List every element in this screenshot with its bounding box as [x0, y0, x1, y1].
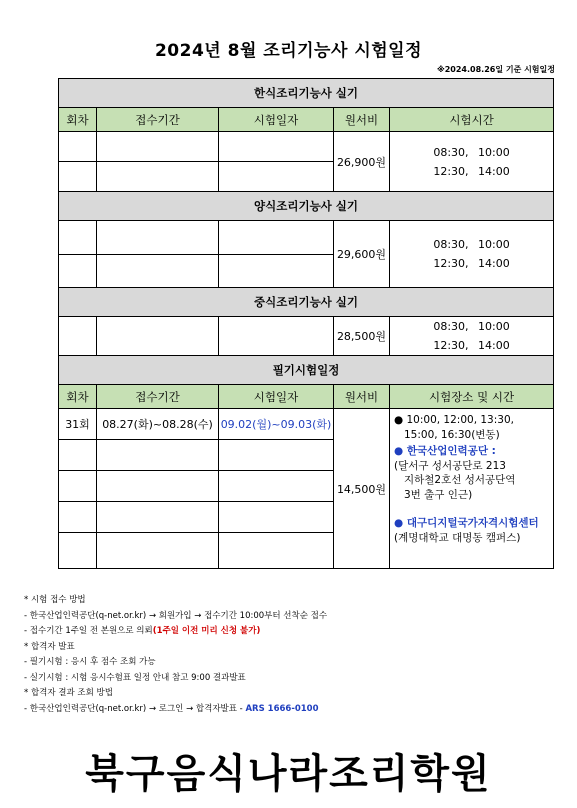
col-header-application: 접수기간	[97, 385, 219, 409]
cell-empty	[97, 162, 219, 192]
col-header-exam-date: 시험일자	[219, 385, 334, 409]
center-1-address-1: (달서구 성서공단로 213	[394, 459, 506, 472]
header-row	[59, 108, 554, 132]
cell-round: 31회	[59, 409, 97, 440]
col-header-round: 회차	[59, 385, 97, 409]
cell-empty	[59, 502, 97, 533]
cell-empty	[59, 471, 97, 502]
col-header-application: 접수기간	[97, 108, 219, 132]
cell-empty	[97, 317, 219, 356]
ars-number: ARS 1666-0100	[245, 703, 319, 714]
cell-empty	[59, 162, 97, 192]
col-header-fee: 원서비	[334, 385, 390, 409]
note-line: - 실기시험 : 시험 응시수험표 일정 안내 참고 9:00 결과발표	[24, 672, 246, 683]
cell-empty	[219, 317, 334, 356]
center-1-address-3: 3번 출구 인근)	[404, 488, 473, 501]
cell-empty	[59, 440, 97, 471]
cell-exam-date: 09.02(월)~09.03(화)	[219, 409, 334, 440]
section-row	[59, 356, 554, 385]
section-korean-practical: 한식조리기능사 실기	[59, 79, 554, 108]
cell-empty	[219, 471, 334, 502]
cell-exam-time	[390, 221, 554, 288]
time-line-2: 12:30, 14:00	[433, 164, 510, 178]
time-line-2: 12:30, 14:00	[433, 339, 510, 352]
cell-empty	[97, 471, 219, 502]
col-header-exam-date: 시험일자	[219, 108, 334, 132]
note-heading: * 합격자 발표	[24, 641, 75, 652]
cell-empty	[97, 502, 219, 533]
table-row	[59, 409, 554, 440]
note-line	[24, 702, 327, 718]
cell-location-time	[390, 409, 554, 569]
table-row	[59, 132, 554, 162]
exam-times-line-1: ● 10:00, 12:00, 13:30,	[394, 414, 514, 426]
cell-empty	[219, 132, 334, 162]
basis-date-note: ※2024.08.26일 기준 시험일정	[436, 65, 555, 74]
section-row	[59, 79, 554, 108]
cell-empty	[219, 221, 334, 255]
note-line: - 한국산업인력공단(q-net.or.kr) → 회원가입 → 접수기간 10:00부터 선착순 접수	[24, 610, 328, 621]
cell-empty	[97, 440, 219, 471]
header-row	[59, 385, 554, 409]
cell-exam-time	[390, 132, 554, 192]
center-1-name: ● 한국산업인력공단 :	[394, 445, 496, 457]
cell-empty	[219, 533, 334, 569]
table-row	[59, 317, 554, 356]
cell-empty	[59, 132, 97, 162]
schedule-table	[58, 78, 554, 569]
center-2-name: ● 대구디지털국가자격시험센터	[394, 517, 539, 529]
time-line-1: 08:30, 10:00	[433, 238, 510, 251]
col-header-exam-time: 시험시간	[390, 108, 554, 132]
cell-exam-time	[390, 317, 554, 356]
cell-empty	[97, 255, 219, 288]
academy-name: 북구음식나라조리학원	[85, 751, 492, 797]
cell-empty	[219, 440, 334, 471]
cell-fee: 28,500원	[334, 317, 390, 356]
cell-empty	[59, 255, 97, 288]
note-warning: (1주일 이전 미리 신청 불가)	[152, 626, 261, 636]
cell-application-period: 08.27(화)~08.28(수)	[97, 409, 219, 440]
time-line-1: 08:30, 10:00	[433, 320, 510, 333]
cell-empty	[59, 533, 97, 569]
col-header-round: 회차	[59, 108, 97, 132]
cell-empty	[219, 502, 334, 533]
time-line-1: 08:30, 10:00	[433, 145, 510, 159]
section-chinese-practical: 중식조리기능사 실기	[59, 288, 554, 317]
cell-fee: 14,500원	[334, 409, 390, 569]
cell-fee: 29,600원	[334, 221, 390, 288]
time-line-2: 12:30, 14:00	[433, 257, 510, 270]
note-heading: * 시험 접수 방법	[24, 595, 86, 605]
table-row	[59, 221, 554, 255]
cell-empty	[59, 317, 97, 356]
note-text: - 한국산업인력공단(q-net.or.kr) → 로그인 → 합격자발표 -	[24, 703, 246, 714]
note-heading: * 합격자 결과 조회 방법	[24, 688, 113, 698]
cell-empty	[219, 255, 334, 288]
cell-fee: 26,900원	[334, 132, 390, 192]
spacer	[394, 502, 551, 514]
section-western-practical: 양식조리기능사 실기	[59, 192, 554, 221]
page-title: 2024년 8월 조리기능사 시험일정	[154, 41, 423, 61]
exam-times-line-2: 15:00, 16:30(변동)	[404, 428, 500, 441]
section-written-exam: 필기시험일정	[59, 356, 554, 385]
section-row	[59, 192, 554, 221]
center-1-address-2: 지하철2호선 성서공단역	[404, 474, 516, 486]
center-2-address: (계명대학교 대명동 캠퍼스)	[394, 531, 521, 544]
cell-empty	[97, 221, 219, 255]
section-row	[59, 288, 554, 317]
cell-empty	[59, 221, 97, 255]
col-header-fee: 원서비	[334, 108, 390, 132]
notes-section	[24, 593, 327, 717]
note-line	[24, 624, 327, 640]
note-text: - 접수기간 1주일 전 본원으로 의뢰	[24, 626, 153, 636]
cell-empty	[97, 533, 219, 569]
col-header-location-time: 시험장소 및 시간	[390, 385, 554, 409]
cell-empty	[219, 162, 334, 192]
note-line: - 필기시험 : 응시 후 점수 조회 가능	[24, 657, 156, 667]
cell-empty	[97, 132, 219, 162]
